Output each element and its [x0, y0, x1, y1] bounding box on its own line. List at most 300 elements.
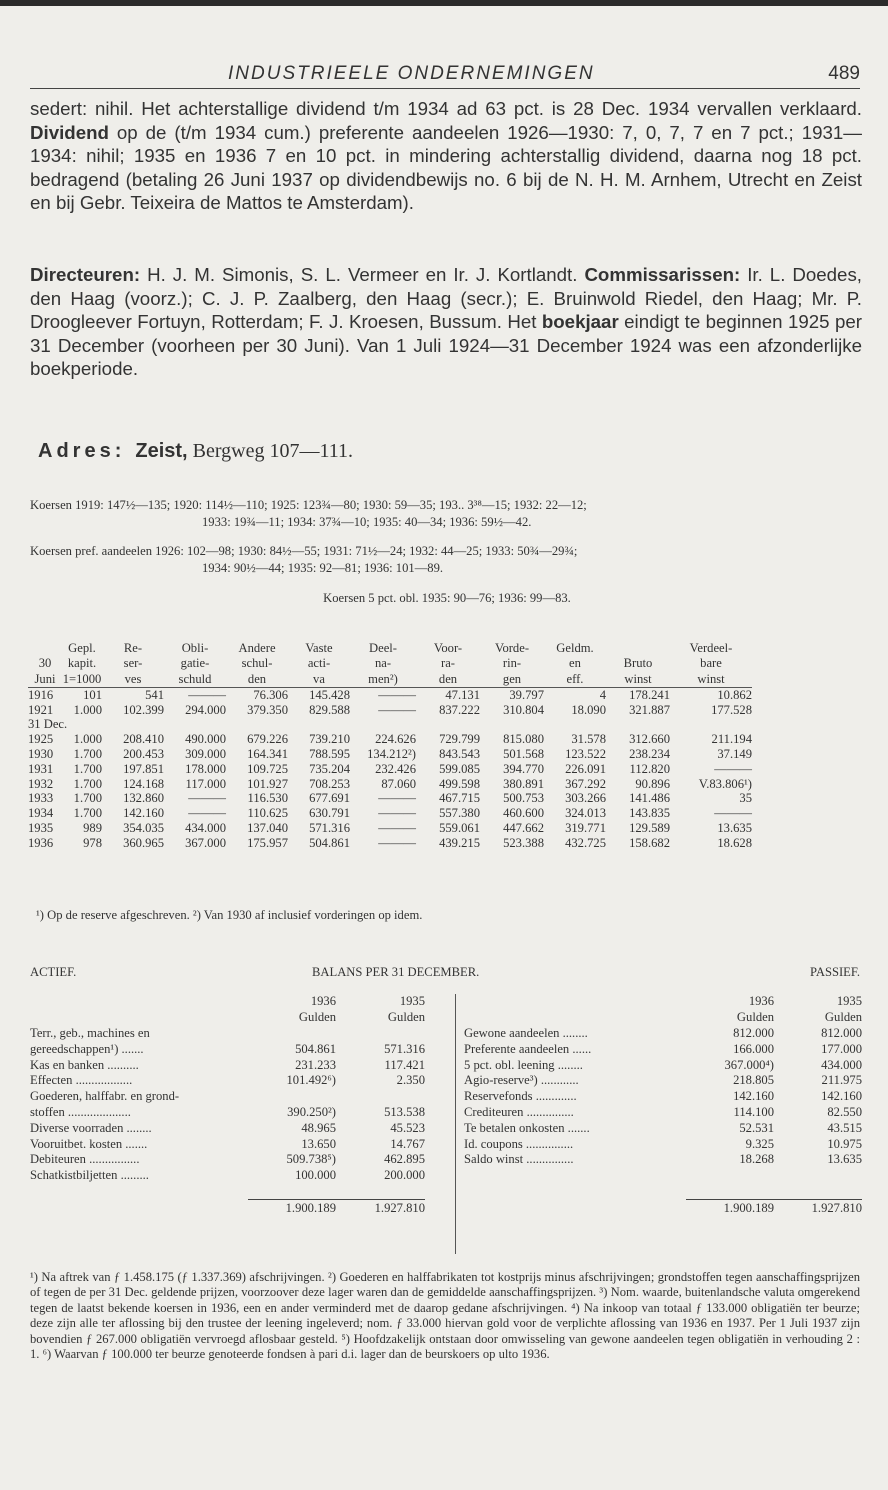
balance-value: 142.160 [733, 1089, 774, 1104]
table-cell: 178.241 [606, 687, 670, 702]
table-cell: 499.598 [439, 776, 480, 791]
table-row [28, 702, 752, 717]
table-cell: 837.222 [439, 702, 480, 717]
balance-item: Agio-reserve³) ............ [464, 1073, 579, 1088]
table-cell: 232.426 [375, 761, 416, 776]
balance-value: 18.268 [739, 1152, 774, 1167]
table-cell: 354.035 [123, 821, 164, 836]
table-cell: 490.000 [185, 732, 226, 747]
unit-header: Gulden [736, 1010, 774, 1025]
table-cell: ——— [378, 821, 416, 836]
page-top-border [0, 0, 888, 6]
year-header: 1936 [310, 994, 336, 1009]
table-cell: 303.266 [565, 791, 606, 806]
table-cell: 379.350 [247, 702, 288, 717]
passief-label: PASSIEF. [810, 965, 860, 979]
balance-row [464, 1057, 862, 1073]
table-cell: 677.691 [309, 791, 350, 806]
table-cell: 87.060 [381, 776, 416, 791]
spacer-row [464, 1184, 862, 1200]
table-cell: 500.753 [503, 791, 544, 806]
balance-value: 218.805 [733, 1073, 774, 1088]
table-cell: 843.543 [439, 747, 480, 762]
table-cell: 211.194 [711, 732, 752, 747]
table-cell: 1.700 [73, 761, 102, 776]
table-cell: 321.887 [629, 702, 670, 717]
table-cell: 178.000 [185, 761, 226, 776]
balance-row [30, 1073, 425, 1089]
table-header-row [28, 640, 752, 656]
balance-total: 1.927.810 [774, 1200, 862, 1216]
balance-item: Effecten .................. [30, 1073, 133, 1088]
balance-row [30, 1120, 425, 1136]
koersen-line: 1933: 19¾—11; 1934: 37¾—10; 1935: 40—34; 1936: 59½—42. [202, 515, 532, 529]
table-cell: 559.061 [439, 821, 480, 836]
balance-value: 10.975 [827, 1136, 862, 1151]
management-paragraph [30, 263, 862, 381]
directeuren-text: H. J. M. Simonis, S. L. Vermeer en Ir. J. Kortlandt. [140, 264, 585, 285]
balance-value: 390.250²) [287, 1104, 336, 1119]
blank-cell [30, 994, 248, 1010]
table-cell: ——— [378, 835, 416, 850]
balance-item: Te betalen onkosten ....... [464, 1120, 590, 1135]
balance-value: 231.233 [295, 1057, 336, 1072]
boekjaar-text: eindigt te beginnen 1925 per 31 December (voorheen per 30 Juni). Van 1 Juli 1924—31 December 1924 was een afzonderlijke boekperiode. [30, 311, 862, 380]
balance-item: Crediteuren ............... [464, 1104, 574, 1119]
balance-value: 43.515 [827, 1120, 862, 1135]
table-cell: ——— [378, 702, 416, 717]
table-cell: 367.292 [565, 776, 606, 791]
table-header-row [28, 671, 752, 687]
blank-cell [30, 1200, 248, 1216]
directeuren-label: Directeuren: [30, 264, 141, 285]
table-cell: 1933 [28, 791, 54, 806]
balance-total: 1.927.810 [336, 1200, 425, 1216]
balance-value: 9.325 [745, 1136, 774, 1151]
table-cell: 158.682 [629, 835, 670, 850]
table-cell: ——— [188, 791, 226, 806]
balance-row [464, 1136, 862, 1152]
table-cell: 18.628 [717, 835, 752, 850]
balance-title: BALANS PER 31 DECEMBER. [312, 965, 480, 979]
table-cell: 1.700 [73, 747, 102, 762]
table-cell: 145.428 [288, 687, 350, 702]
address-city: Zeist, [135, 440, 188, 462]
balance-value [248, 1026, 336, 1042]
column-header: Obli- [181, 640, 209, 655]
balance-value: 509.738⁵) [286, 1152, 336, 1167]
column-header: Andere [238, 640, 276, 655]
balance-value: 571.316 [384, 1041, 425, 1056]
address-label: Adres: [38, 440, 126, 462]
balance-value: 14.767 [390, 1136, 425, 1151]
table-cell: 116.530 [247, 791, 288, 806]
table-cell: 989 [83, 821, 102, 836]
koersen-pref [30, 543, 864, 577]
balance-item: Debiteuren ................ [30, 1152, 140, 1167]
column-header: ves [124, 671, 142, 686]
table-cell: ——— [188, 806, 226, 821]
column-header: en [569, 656, 581, 671]
column-header: 1=1000 [62, 671, 102, 686]
table-cell: 200.453 [123, 747, 164, 762]
balance-row [464, 1073, 862, 1089]
column-header: kapit. [67, 656, 97, 671]
table-cell: 501.568 [503, 747, 544, 762]
table-cell: 109.725 [247, 761, 288, 776]
column-header: acti- [307, 656, 331, 671]
balance-item: Id. coupons ............... [464, 1136, 574, 1151]
table-cell: 112.820 [629, 761, 670, 776]
balance-total: 1.900.189 [686, 1200, 774, 1216]
table-header-row [28, 656, 752, 672]
table-cell: 432.725 [565, 835, 606, 850]
table-cell: 294.000 [185, 702, 226, 717]
table-cell: 226.091 [565, 761, 606, 776]
koersen-shares [30, 497, 864, 531]
column-header: schuld [178, 671, 212, 686]
table-cell: 1.000 [73, 702, 102, 717]
blank-cell [464, 1200, 686, 1216]
balance-item: Vooruitbet. kosten ....... [30, 1136, 148, 1151]
table-cell: 630.791 [309, 806, 350, 821]
blank-cell [336, 1184, 425, 1200]
blank-cell [464, 1184, 686, 1200]
table-cell: 141.486 [629, 791, 670, 806]
table-row [28, 806, 752, 821]
column-header: Gepl. [68, 640, 96, 655]
balance-value: 177.000 [821, 1041, 862, 1056]
balance-item: Reservefonds ............. [464, 1089, 577, 1104]
table-row [28, 717, 752, 732]
balance-value: 166.000 [733, 1041, 774, 1056]
spacer-row [30, 1184, 425, 1200]
table-cell: 31.578 [571, 732, 606, 747]
blank-cell [464, 1010, 686, 1026]
balance-item: Diverse voorraden ........ [30, 1120, 152, 1135]
balance-row [30, 1105, 425, 1121]
table-cell: 460.600 [503, 806, 544, 821]
table-cell: 978 [83, 835, 102, 850]
balance-row [30, 1136, 425, 1152]
blank-cell [686, 1184, 774, 1200]
balance-value: 211.975 [821, 1073, 862, 1088]
column-header: Deel- [369, 640, 397, 655]
column-header: Verdeel- [689, 640, 733, 655]
table-cell: 1.700 [73, 806, 102, 821]
blank-cell [464, 1168, 686, 1184]
blank-cell [464, 994, 686, 1010]
balance-assets [30, 994, 425, 1216]
balance-row [30, 1168, 425, 1184]
text-run: op de (t/m 1934 cum.) preferente aandeelen 1926—1930: 7, 0, 7, 7 en 7 pct.; 1931—1934: nihil; 1935 en 1936 7 en 10 pct. in mindering achterstallig dividend, daarna nog 18 pct. bedragend (betaling 26 Juni 1937 op dividendbewijs no. 6 bij de N. H. M. Arnhem, Utrecht en Zeist en bij Gebr. Teixeira de Mattos te Amsterdam). [30, 121, 862, 214]
balance-total-row [30, 1200, 425, 1216]
balance-value [336, 1089, 425, 1105]
balance-value [248, 1089, 336, 1105]
column-header: eff. [566, 671, 584, 686]
koersen-line: Koersen pref. aandeelen 1926: 102—98; 1930: 84½—55; 1931: 71½—24; 1932: 44—25; 1933: 50¾—29¾; [30, 544, 578, 558]
balance-item: Goederen, halffabr. en grond- [30, 1089, 180, 1104]
balance-row [30, 1089, 425, 1105]
table-cell: 708.253 [309, 776, 350, 791]
blank-cell [30, 1010, 248, 1026]
column-header: na- [374, 656, 392, 671]
column-header: winst [624, 671, 652, 686]
balance-value: 513.538 [384, 1104, 425, 1119]
table-cell: 76.306 [226, 687, 288, 702]
koersen-line: Koersen 1919: 147½—135; 1920: 114½—110; 1925: 123¾—80; 1930: 59—35; 193.. 3³⁸—15; 1932: 22—12; [30, 498, 587, 512]
table-cell: 1925 [28, 732, 54, 747]
unit-header: Gulden [387, 1010, 425, 1025]
table-cell: 829.588 [309, 702, 350, 717]
table-cell: 788.595 [309, 747, 350, 762]
table-cell: 319.771 [565, 821, 606, 836]
blank-cell [774, 1168, 862, 1184]
column-header: ra- [441, 656, 455, 671]
table-cell: 523.388 [503, 835, 544, 850]
table-cell: 123.522 [565, 747, 606, 762]
unit-header: Gulden [824, 1010, 862, 1025]
column-header: den [438, 671, 458, 686]
column-header [606, 640, 670, 656]
balance-footnotes: ¹) Na aftrek van ƒ 1.458.175 (ƒ 1.337.369) afschrijvingen. ²) Goederen en halffabrikaten tot kostprijs minus afschrijvingen; grondstoffen tegen aanschaffingsprijzen of tegen de per 31 Dec. geldende prijzen, voorzoover deze lager waren dan de gemiddelde aanschaffingsprijzen. ³) Nom. waarde, buitenlandsche valuta omgerekend tegen de laatst bekende koersen in 1936, een en ander verminderd met de daarop gedane afschrijvingen. ⁴) Na inkoop van totaal ƒ 133.000 obligatiën ter beurze; deze zijn alle ter aflossing bij den trustee der leening ingeleverd; nom. ƒ 33.000 hiervan gold voor de verplichte aflossing van 1936 en 1937. Per 1 Juli 1937 zijn bovendien ƒ 267.000 obligatiën vervroegd aflosbaar gesteld. ⁵) Hoofdzakelijk ontstaan door omwisseling van gewone aandeelen tegen obligatiën in verhouding 2 : 1. ⁶) Waarvan ƒ 100.000 ter beurze genoteerde fondsen à pari d.i. lager dan de beurskoers op ulto 1936. [30, 1270, 860, 1362]
balance-unit-header [464, 1010, 862, 1026]
table-cell: 1916 [28, 687, 62, 702]
koersen-bonds: Koersen 5 pct. obl. 1935: 90—76; 1936: 99—83. [323, 591, 571, 605]
table-cell: 101.927 [247, 776, 288, 791]
table-cell: 102.399 [123, 702, 164, 717]
column-header: Voor- [433, 640, 463, 655]
table-cell: 1930 [28, 747, 54, 762]
table-cell: 177.528 [711, 702, 752, 717]
address-street: Bergweg 107—111. [187, 440, 353, 462]
column-header: Vorde- [494, 640, 530, 655]
table-cell: 124.168 [123, 776, 164, 791]
table-cell: 447.662 [503, 821, 544, 836]
statistics-table [28, 640, 752, 850]
balance-item: Gewone aandeelen ........ [464, 1025, 588, 1040]
table-cell: 13.635 [717, 821, 752, 836]
balance-year-header [30, 994, 425, 1010]
table-cell: 47.131 [416, 687, 480, 702]
balance-value: 142.160 [821, 1089, 862, 1104]
table-cell: 439.215 [439, 835, 480, 850]
table-cell: 1.700 [73, 791, 102, 806]
table-cell: ——— [378, 806, 416, 821]
balance-row [30, 1026, 425, 1042]
column-header: Re- [123, 640, 143, 655]
table-cell: ——— [350, 687, 416, 702]
table-cell: 1935 [28, 821, 54, 836]
table-cell: 238.234 [629, 747, 670, 762]
table-row [28, 747, 752, 762]
balance-value: 117.421 [384, 1057, 425, 1072]
boekjaar-label: boekjaar [541, 311, 619, 333]
table-row [28, 791, 752, 806]
table-cell: 367.000 [185, 835, 226, 850]
column-header: den [247, 671, 267, 686]
table-row [28, 687, 752, 702]
table-row [28, 776, 752, 791]
balance-value: 462.895 [384, 1152, 425, 1167]
table-cell: 39.797 [480, 687, 544, 702]
column-header: Vaste [305, 640, 333, 655]
table-row [28, 732, 752, 747]
column-header: gen [502, 671, 522, 686]
column-header: Bruto [623, 656, 653, 671]
balance-item: gereedschappen¹) ....... [30, 1041, 144, 1056]
balance-total-row [464, 1200, 862, 1216]
balance-value: 100.000 [295, 1168, 336, 1183]
table-cell: 101 [62, 687, 102, 702]
column-header: winst [697, 671, 725, 686]
table-cell: 134.212²) [367, 747, 416, 762]
table-cell: 360.965 [123, 835, 164, 850]
balance-value: 812.000 [733, 1025, 774, 1040]
year-header: 1935 [399, 994, 425, 1009]
address-line [38, 440, 353, 463]
table-cell: 541 [102, 687, 164, 702]
table-cell: 312.660 [629, 732, 670, 747]
column-header: gatie- [180, 656, 210, 671]
table-cell: ——— [164, 687, 226, 702]
balance-item: Terr., geb., machines en [30, 1025, 150, 1040]
table-cell: 434.000 [185, 821, 226, 836]
column-header: men²) [368, 671, 398, 686]
column-header: 30 [38, 656, 52, 671]
table-cell: 1934 [28, 806, 54, 821]
table-cell: 735.204 [309, 761, 350, 776]
statistics-footnote: ¹) Op de reserve afgeschreven. ²) Van 1930 af inclusief vorderingen op idem. [36, 908, 423, 922]
balance-value: 82.550 [827, 1104, 862, 1119]
table-cell: ——— [714, 806, 752, 821]
table-cell: 10.862 [670, 687, 752, 702]
table-cell: 117.000 [185, 776, 226, 791]
balance-year-header [464, 994, 862, 1010]
table-cell: 739.210 [309, 732, 350, 747]
column-header: rin- [502, 656, 522, 671]
year-header: 1935 [836, 994, 862, 1009]
header-rule [30, 88, 860, 89]
table-cell: 1921 [28, 702, 54, 717]
table-cell: 197.851 [123, 761, 164, 776]
balance-row [30, 1152, 425, 1168]
balance-item: Kas en banken .......... [30, 1057, 139, 1072]
balance-value: 200.000 [384, 1168, 425, 1183]
table-cell: 467.715 [439, 791, 480, 806]
table-cell: 679.226 [247, 732, 288, 747]
balance-unit-header [30, 1010, 425, 1026]
balance-row [464, 1026, 862, 1042]
table-cell: 224.626 [375, 732, 416, 747]
table-cell: V.83.806¹) [698, 776, 752, 791]
balance-value: 367.000⁴) [724, 1057, 774, 1072]
column-header: va [313, 671, 325, 686]
unit-header: Gulden [298, 1010, 336, 1025]
table-cell: 18.090 [571, 702, 606, 717]
table-row [28, 835, 752, 850]
table-cell: 137.040 [247, 821, 288, 836]
actief-label: ACTIEF. [30, 965, 77, 979]
spacer-row [464, 1168, 862, 1184]
koersen-line: 1934: 90½—44; 1935: 92—81; 1936: 101—89. [202, 561, 444, 575]
commissarissen-label: Commissarissen: [584, 264, 741, 285]
balance-row [464, 1089, 862, 1105]
table-cell: 143.835 [629, 806, 670, 821]
column-header: bare [700, 656, 722, 671]
balance-value: 45.523 [390, 1120, 425, 1135]
period-label: 31 Dec. [28, 717, 68, 732]
balance-value [336, 1026, 425, 1042]
balance-value: 101.492⁶) [286, 1073, 336, 1088]
column-header [28, 640, 62, 656]
balance-divider [455, 994, 456, 1254]
blank-cell [686, 1168, 774, 1184]
table-cell: 132.860 [123, 791, 164, 806]
dividend-label: Dividend [30, 121, 109, 143]
balance-item: 5 pct. obl. leening ........ [464, 1057, 583, 1072]
balance-item: stoffen .................... [30, 1104, 131, 1119]
column-header: ser- [123, 656, 143, 671]
table-cell: 571.316 [309, 821, 350, 836]
table-cell: 729.799 [439, 732, 480, 747]
table-cell: 1936 [28, 835, 54, 850]
commissarissen-text: Ir. L. Doedes, den Haag (voorz.); C. J. P. Zaalberg, den Haag (secr.); E. Bruinwold Riedel, den Haag; Mr. P. Droogleever Fortuyn, Rotterdam; F. J. Kroesen, Bussum. Het [30, 264, 862, 333]
table-cell: 1932 [28, 776, 54, 791]
blank-cell [774, 1184, 862, 1200]
running-header-title: INDUSTRIEELE ONDERNEMINGEN [228, 63, 595, 84]
balance-row [464, 1041, 862, 1057]
balance-item: Preferente aandeelen ...... [464, 1041, 592, 1056]
column-header: schul- [241, 656, 273, 671]
table-cell: 394.770 [503, 761, 544, 776]
table-cell: 129.589 [629, 821, 670, 836]
table-cell: ——— [714, 761, 752, 776]
balance-value: 2.350 [396, 1073, 425, 1088]
balance-item: Schatkistbiljetten ......... [30, 1168, 149, 1183]
balance-row [464, 1105, 862, 1121]
table-cell: 504.861 [309, 835, 350, 850]
blank-cell [248, 1184, 336, 1200]
table-cell: 815.080 [503, 732, 544, 747]
table-cell: 557.380 [439, 806, 480, 821]
balance-item: Saldo winst ............... [464, 1152, 574, 1167]
year-header: 1936 [748, 994, 774, 1009]
table-cell: 599.085 [439, 761, 480, 776]
balance-row [30, 1041, 425, 1057]
table-cell: 309.000 [185, 747, 226, 762]
page-number: 489 [828, 63, 860, 84]
balance-value: 52.531 [739, 1120, 774, 1135]
balance-value: 114.100 [733, 1104, 774, 1119]
table-row [28, 761, 752, 776]
table-cell: 310.804 [503, 702, 544, 717]
table-row [28, 821, 752, 836]
table-cell: 37.149 [717, 747, 752, 762]
balance-value: 812.000 [821, 1025, 862, 1040]
table-cell: 380.891 [503, 776, 544, 791]
table-cell: 110.625 [247, 806, 288, 821]
table-cell: 4 [544, 687, 606, 702]
balance-row [30, 1057, 425, 1073]
table-cell: 1931 [28, 761, 54, 776]
dividend-paragraph [30, 97, 862, 215]
table-cell: 208.410 [123, 732, 164, 747]
balance-value: 13.650 [301, 1136, 336, 1151]
table-cell: 142.160 [123, 806, 164, 821]
table-cell: 324.013 [565, 806, 606, 821]
text-run: sedert: nihil. Het achterstallige dividend t/m 1934 ad 63 pct. is 28 Dec. 1934 vervallen verklaard. [30, 98, 862, 119]
